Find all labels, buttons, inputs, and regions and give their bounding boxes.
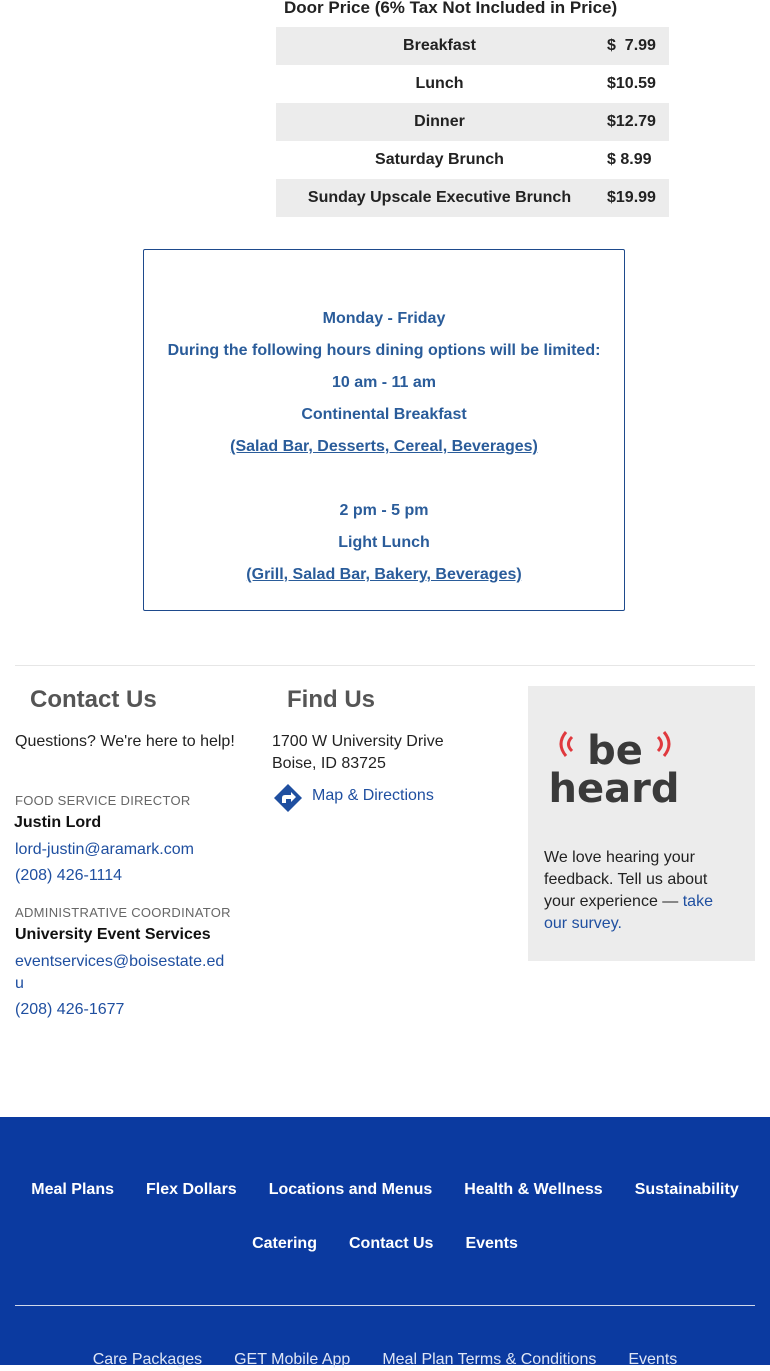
email-line: eventservices@boisestate.ed — [15, 953, 225, 970]
logo-text-bottom: heard — [548, 766, 680, 808]
footer-link-events-2[interactable]: Events — [628, 1351, 678, 1368]
hours-slot1-title: Continental Breakfast — [301, 406, 467, 423]
email-line: u — [15, 975, 24, 992]
directions-icon[interactable] — [273, 783, 303, 813]
footer-link-events[interactable]: Events — [465, 1235, 518, 1252]
contact-name: Justin Lord — [14, 814, 102, 831]
footer-link-terms[interactable]: Meal Plan Terms & Conditions — [382, 1351, 597, 1368]
section-divider — [15, 665, 755, 666]
hours-days: Monday - Friday — [322, 310, 446, 327]
footer-nav-primary — [0, 1179, 770, 1201]
price-table-caption: Door Price (6% Tax Not Included in Price) — [284, 0, 618, 17]
footer-link-contact[interactable]: Contact Us — [348, 1235, 434, 1252]
survey-link[interactable]: take our survey. — [544, 893, 713, 932]
address-line: Boise, ID 83725 — [272, 755, 386, 772]
contact-email-link[interactable]: lord-justin@aramark.com — [15, 841, 194, 858]
meal-name: Dinner — [276, 103, 603, 141]
map-directions-link[interactable]: Map & Directions — [312, 787, 434, 804]
meal-price: $10.59 — [607, 75, 656, 92]
be-heard-logo — [548, 726, 688, 808]
footer-link-health[interactable]: Health & Wellness — [464, 1181, 603, 1198]
footer-link-get-app[interactable]: GET Mobile App — [234, 1351, 351, 1368]
hours-notice: During the following hours dining options will be limited: — [167, 342, 601, 359]
meal-price: $ 8.99 — [607, 151, 652, 168]
address-line: 1700 W University Drive — [272, 733, 444, 750]
hours-slot1-time: 10 am - 11 am — [331, 374, 437, 391]
hours-slot2-items: (Grill, Salad Bar, Bakery, Beverages) — [246, 566, 522, 583]
meal-name: Saturday Brunch — [375, 151, 504, 168]
footer-link-catering[interactable]: Catering — [252, 1235, 317, 1252]
hours-slot2-time: 2 pm - 5 pm — [339, 502, 429, 519]
meal-price: $19.99 — [603, 179, 669, 217]
limited-hours-box — [143, 249, 625, 611]
footer-link-flex-dollars[interactable]: Flex Dollars — [145, 1181, 237, 1198]
meal-price: $ 7.99 — [603, 27, 669, 65]
site-footer — [0, 1117, 770, 1368]
footer-link-locations[interactable]: Locations and Menus — [268, 1181, 433, 1198]
footer-nav-tertiary — [0, 1349, 770, 1371]
hours-slot1-items: (Salad Bar, Desserts, Cereal, Beverages) — [230, 438, 538, 455]
contact-role: ADMINISTRATIVE COORDINATOR — [15, 905, 231, 920]
footer-divider — [15, 1305, 755, 1306]
contact-email-link[interactable] — [15, 951, 224, 995]
meal-name: Breakfast — [276, 27, 603, 65]
table-row — [276, 179, 669, 217]
footer-link-sustainability[interactable]: Sustainability — [634, 1181, 739, 1198]
table-row — [276, 141, 669, 179]
contact-role: FOOD SERVICE DIRECTOR — [15, 793, 191, 808]
hours-slot2-title: Light Lunch — [338, 534, 430, 551]
table-row — [276, 103, 669, 141]
table-row — [276, 65, 669, 103]
meal-name: Lunch — [415, 75, 464, 92]
be-heard-text: We love hearing your feedback. Tell us about your experience — — [544, 849, 708, 910]
be-heard-panel — [528, 686, 755, 961]
meal-name: Sunday Upscale Executive Brunch — [276, 179, 603, 217]
contact-intro: Questions? We're here to help! — [15, 733, 235, 750]
contact-phone-link[interactable]: (208) 426-1114 — [15, 867, 123, 884]
find-us-title: Find Us — [287, 686, 375, 713]
footer-link-care-packages[interactable]: Care Packages — [92, 1351, 203, 1368]
contact-name: University Event Services — [15, 926, 211, 943]
footer-nav-secondary — [0, 1233, 770, 1255]
footer-link-meal-plans[interactable]: Meal Plans — [31, 1181, 114, 1198]
table-row — [276, 27, 669, 65]
logo-text-top: be — [587, 728, 643, 774]
contact-title: Contact Us — [30, 686, 157, 713]
contact-phone-link[interactable]: (208) 426-1677 — [15, 1001, 125, 1018]
price-table — [276, 27, 669, 217]
be-heard-message — [544, 847, 739, 935]
meal-price: $12.79 — [603, 103, 669, 141]
